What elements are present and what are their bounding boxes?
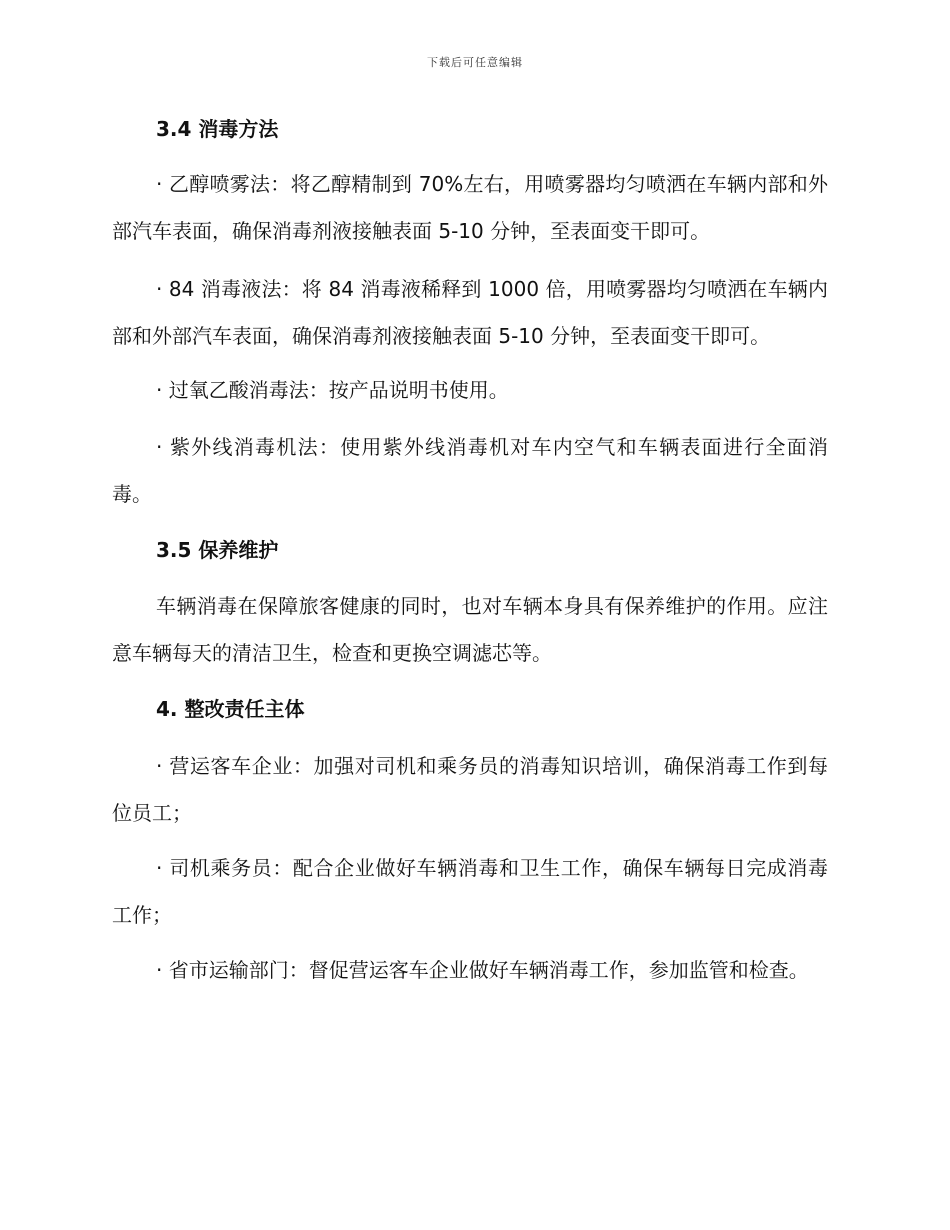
section-3-4-para-1 bbox=[112, 161, 828, 255]
section-3-4-para-4 bbox=[112, 424, 828, 518]
paragraph: 车辆消毒在保障旅客健康的同时，也对车辆本身具有保养维护的作用。应注意车辆每天的清洁卫生，检查和更换空调滤芯等。 bbox=[112, 594, 828, 665]
section-3-4-para-2 bbox=[112, 266, 828, 360]
section-4-title-block bbox=[112, 694, 828, 724]
paragraph: · 过氧乙酸消毒法：按产品说明书使用。 bbox=[156, 378, 509, 402]
section-heading: 3.5 保养维护 bbox=[156, 538, 279, 562]
section-heading: 4. 整改责任主体 bbox=[156, 697, 305, 721]
section-heading: 3.4 消毒方法 bbox=[156, 117, 279, 141]
paragraph: · 省市运输部门：督促营运客车企业做好车辆消毒工作，参加监管和检查。 bbox=[156, 958, 809, 982]
section-3-5-title-block bbox=[112, 535, 828, 565]
section-4-para-3 bbox=[112, 947, 828, 994]
section-4-para-2 bbox=[112, 845, 828, 939]
section-4-para-1 bbox=[112, 743, 828, 837]
paragraph: · 乙醇喷雾法：将乙醇精制到 70%左右，用喷雾器均匀喷洒在车辆内部和外部汽车表面，确保消毒剂液接触表面 5-10 分钟，至表面变干即可。 bbox=[112, 172, 828, 243]
section-3-4-title-block bbox=[112, 114, 828, 144]
paragraph: · 司机乘务员：配合企业做好车辆消毒和卫生工作，确保车辆每日完成消毒工作； bbox=[112, 856, 828, 927]
paragraph: · 84 消毒液法：将 84 消毒液稀释到 1000 倍，用喷雾器均匀喷洒在车辆内部和外部汽车表面，确保消毒剂液接触表面 5-10 分钟，至表面变干即可。 bbox=[112, 277, 828, 348]
page-header: 下载后可任意编辑 bbox=[427, 56, 523, 69]
section-3-4-para-3 bbox=[112, 375, 828, 405]
paragraph: · 营运客车企业：加强对司机和乘务员的消毒知识培训，确保消毒工作到每位员工； bbox=[112, 754, 828, 825]
section-3-5-para-1 bbox=[112, 583, 828, 677]
paragraph: · 紫外线消毒机法：使用紫外线消毒机对车内空气和车辆表面进行全面消毒。 bbox=[112, 435, 828, 506]
